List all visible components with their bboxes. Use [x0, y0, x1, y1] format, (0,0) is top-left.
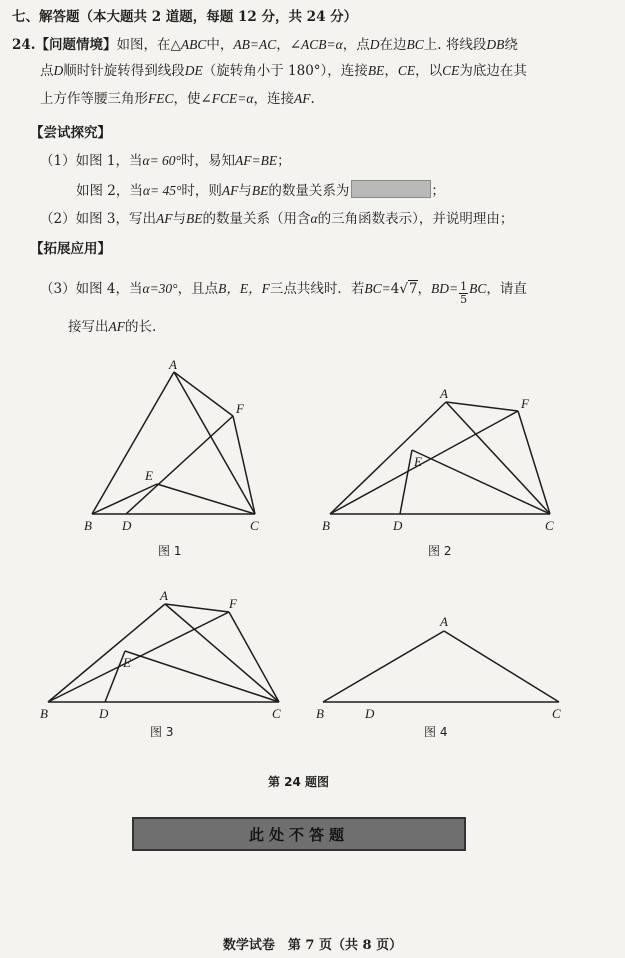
label-d: D [99, 706, 109, 721]
segment-fc [233, 416, 255, 514]
label-a: A [160, 588, 168, 603]
segment-bf [330, 411, 518, 514]
math: α= 60° [142, 153, 181, 168]
text: 如图，在 [116, 37, 171, 53]
sqrt-sign: √ [399, 281, 408, 297]
figure-3 [40, 588, 281, 721]
section-header: 七、解答题（本大题共 2 道题，每题 12 分，共 24 分） [12, 9, 358, 25]
label-f: F [236, 401, 244, 416]
text: 绕 [504, 37, 518, 53]
segment-ab [92, 372, 174, 514]
math: BE [185, 211, 203, 226]
text: 上. 将线段 [423, 37, 487, 53]
segment-ec [125, 651, 279, 702]
math: AF=BE [234, 153, 278, 168]
math: BD= [431, 281, 459, 296]
segment-ab [323, 631, 444, 702]
segment-af [174, 372, 233, 416]
math: BE [251, 183, 269, 198]
segment-ac [446, 402, 550, 514]
math: FEC [148, 91, 174, 106]
text: ，使 [173, 91, 201, 107]
label-c: C [250, 518, 259, 533]
math: BC [406, 37, 424, 52]
math: CE [397, 63, 416, 78]
label-d: D [393, 518, 403, 533]
figure-2 [322, 386, 554, 533]
figure-4 [316, 614, 561, 721]
segment-d-through-e-to-f [126, 416, 233, 514]
text: （旋转角小于 180°），连接 [202, 63, 368, 79]
fraction-denominator: 5 [460, 293, 468, 306]
math: AF [221, 183, 239, 198]
text: ，点 [342, 37, 370, 53]
math: B，E，F [218, 281, 270, 296]
page-footer: 数学试卷 第 7 页（共 8 页） [222, 938, 403, 953]
text: ， [276, 37, 290, 53]
figure-1-caption: 图 1 [158, 544, 182, 558]
text: ， [384, 63, 398, 79]
text: 时，则 [181, 183, 222, 199]
text: . [310, 91, 315, 107]
math: AF [108, 319, 125, 334]
problem-number: 24. [12, 37, 36, 53]
text: （3）如图 4，当 [40, 281, 143, 297]
label-b: B [316, 706, 324, 721]
label-c: C [552, 706, 561, 721]
text: 4 [390, 281, 400, 297]
segment-af [165, 604, 229, 612]
label-d: D [122, 518, 132, 533]
text: 点 [40, 63, 54, 79]
label-e: E [414, 454, 422, 469]
text: ，且点 [177, 281, 219, 297]
label-c: C [545, 518, 554, 533]
text: ，连接 [253, 91, 295, 107]
text: ； [277, 153, 291, 169]
math: DE [184, 63, 203, 78]
segment-be [92, 484, 157, 514]
text: 三点共线时．若 [269, 281, 365, 297]
figure-4-caption: 图 4 [424, 725, 448, 739]
math: AB=AC [233, 37, 277, 52]
text: 与 [238, 183, 252, 199]
label-a: A [440, 614, 448, 629]
label-d: D [365, 706, 375, 721]
text: 上方作等腰三角形 [40, 91, 148, 107]
math: α= 45° [142, 183, 182, 198]
figure-2-caption: 图 2 [428, 544, 452, 558]
text: 的数量关系为 [268, 183, 350, 199]
label-b: B [84, 518, 92, 533]
text: 的数量关系（用含 [202, 211, 311, 227]
segment-de [400, 450, 412, 514]
figure-3-caption: 图 3 [150, 725, 174, 739]
figure-1 [84, 357, 259, 533]
text: 为底边在其 [459, 63, 527, 79]
math: CE [442, 63, 460, 78]
math: α [310, 211, 318, 226]
sqrt-radicand: 7 [408, 281, 418, 297]
label-f: F [229, 596, 237, 611]
fraction-numerator: 1 [460, 280, 468, 293]
math: DB [486, 37, 505, 52]
text: ，以 [415, 63, 443, 79]
label-c: C [272, 706, 281, 721]
text: ； [431, 183, 445, 199]
math: △ABC [170, 37, 207, 52]
math: ∠FCE=α [200, 91, 254, 106]
situation-tag: 【问题情境】 [35, 37, 117, 53]
text: 如图 2，当 [76, 183, 143, 199]
figure-group-caption: 第 24 题图 [268, 775, 330, 789]
label-b: B [322, 518, 330, 533]
text: 的三角函数表示），并说明理由； [317, 211, 514, 227]
text: ， [417, 281, 432, 297]
math: α=30° [142, 281, 178, 296]
text: 时，易知 [180, 153, 235, 169]
label-a: A [440, 386, 448, 401]
text: （2）如图 3，写出 [40, 211, 156, 227]
math: BC= [364, 281, 391, 296]
segment-ec [412, 450, 550, 514]
text: 的长. [125, 319, 157, 335]
text: 顺时针旋转得到线段 [63, 63, 185, 79]
text: 中， [206, 37, 234, 53]
math: D [53, 63, 64, 78]
label-f: F [521, 396, 529, 411]
text: 与 [172, 211, 186, 227]
math: D [369, 37, 380, 52]
text: 在边 [379, 37, 407, 53]
no-answer-box: 此处不答题 [132, 817, 466, 851]
text: （1）如图 1，当 [40, 153, 143, 169]
math: BC [469, 281, 487, 296]
segment-af [446, 402, 518, 411]
extension-tag: 【拓展应用】 [30, 241, 111, 257]
segment-fc [518, 411, 550, 514]
text: 接写出 [68, 319, 109, 335]
math: AF [294, 91, 311, 106]
math: ∠ACB=α [289, 37, 343, 52]
math: AF [155, 211, 173, 226]
segment-de [105, 651, 125, 702]
math: BE [367, 63, 385, 78]
text: ，请直 [486, 281, 527, 297]
segment-ac [444, 631, 559, 702]
label-b: B [40, 706, 48, 721]
label-a: A [169, 357, 177, 372]
label-e: E [123, 655, 131, 670]
segment-ac [165, 604, 279, 702]
label-e: E [145, 468, 153, 483]
try-explore-tag: 【尝试探究】 [30, 125, 111, 141]
